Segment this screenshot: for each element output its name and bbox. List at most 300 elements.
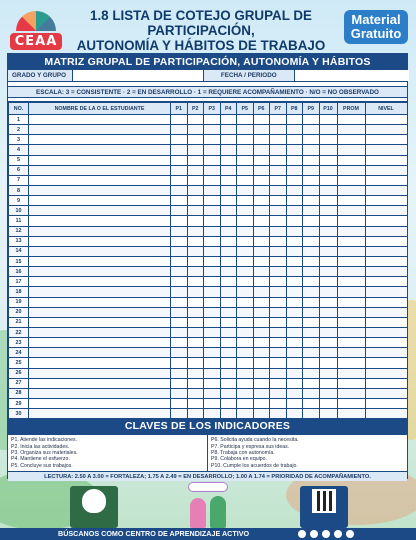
grid-cell[interactable] bbox=[171, 175, 188, 185]
grid-cell[interactable] bbox=[303, 368, 320, 378]
grid-cell[interactable] bbox=[29, 216, 171, 226]
grid-cell[interactable] bbox=[237, 135, 254, 145]
grid-cell[interactable] bbox=[253, 185, 270, 195]
grid-cell[interactable] bbox=[253, 125, 270, 135]
grid-cell[interactable] bbox=[220, 378, 237, 388]
grid-cell[interactable] bbox=[253, 378, 270, 388]
grid-cell[interactable] bbox=[220, 317, 237, 327]
grid-cell[interactable] bbox=[187, 135, 204, 145]
grid-cell[interactable] bbox=[204, 307, 221, 317]
grid-cell[interactable] bbox=[253, 368, 270, 378]
grid-cell[interactable] bbox=[220, 115, 237, 125]
grid-cell[interactable] bbox=[220, 125, 237, 135]
grid-cell[interactable] bbox=[337, 206, 365, 216]
grid-cell[interactable] bbox=[253, 297, 270, 307]
grid-cell[interactable] bbox=[187, 246, 204, 256]
grid-cell[interactable] bbox=[204, 135, 221, 145]
grid-cell[interactable] bbox=[171, 216, 188, 226]
grid-cell[interactable] bbox=[337, 348, 365, 358]
grid-cell[interactable] bbox=[237, 368, 254, 378]
grid-cell[interactable] bbox=[303, 338, 320, 348]
grid-cell[interactable] bbox=[319, 368, 337, 378]
grid-cell[interactable] bbox=[237, 115, 254, 125]
grid-cell[interactable] bbox=[220, 185, 237, 195]
grid-cell[interactable] bbox=[171, 226, 188, 236]
grid-cell[interactable] bbox=[365, 256, 407, 266]
grid-cell[interactable] bbox=[303, 409, 320, 419]
grid-cell[interactable] bbox=[237, 145, 254, 155]
grid-cell[interactable] bbox=[171, 317, 188, 327]
grid-cell[interactable] bbox=[237, 398, 254, 408]
grid-cell[interactable] bbox=[220, 196, 237, 206]
grid-cell[interactable] bbox=[204, 358, 221, 368]
grid-cell[interactable] bbox=[187, 388, 204, 398]
grid-cell[interactable] bbox=[303, 185, 320, 195]
grid-cell[interactable] bbox=[253, 135, 270, 145]
grid-cell[interactable] bbox=[365, 175, 407, 185]
grid-cell[interactable] bbox=[29, 297, 171, 307]
grid-cell[interactable] bbox=[286, 196, 303, 206]
grid-cell[interactable] bbox=[220, 327, 237, 337]
grid-cell[interactable] bbox=[337, 165, 365, 175]
grid-cell[interactable] bbox=[337, 256, 365, 266]
grid-cell[interactable] bbox=[303, 145, 320, 155]
grid-cell[interactable] bbox=[286, 206, 303, 216]
grid-cell[interactable] bbox=[171, 236, 188, 246]
grid-cell[interactable] bbox=[253, 277, 270, 287]
grid-cell[interactable] bbox=[286, 256, 303, 266]
grid-cell[interactable] bbox=[319, 165, 337, 175]
qr-code-right[interactable] bbox=[300, 486, 348, 528]
grid-cell[interactable] bbox=[29, 185, 171, 195]
grid-cell[interactable] bbox=[365, 216, 407, 226]
grid-cell[interactable] bbox=[187, 348, 204, 358]
grid-cell[interactable] bbox=[303, 348, 320, 358]
grid-cell[interactable] bbox=[237, 246, 254, 256]
grid-cell[interactable] bbox=[337, 216, 365, 226]
grid-cell[interactable] bbox=[286, 287, 303, 297]
grid-cell[interactable] bbox=[253, 216, 270, 226]
grid-cell[interactable] bbox=[337, 155, 365, 165]
grid-cell[interactable] bbox=[365, 267, 407, 277]
grid-cell[interactable] bbox=[187, 125, 204, 135]
grid-cell[interactable] bbox=[204, 155, 221, 165]
grid-cell[interactable] bbox=[204, 185, 221, 195]
grid-cell[interactable] bbox=[29, 277, 171, 287]
grid-cell[interactable] bbox=[204, 338, 221, 348]
grid-cell[interactable] bbox=[29, 348, 171, 358]
grid-cell[interactable] bbox=[220, 135, 237, 145]
grid-cell[interactable] bbox=[303, 216, 320, 226]
grid-cell[interactable] bbox=[365, 348, 407, 358]
grid-cell[interactable] bbox=[29, 338, 171, 348]
grid-cell[interactable] bbox=[204, 226, 221, 236]
grid-cell[interactable] bbox=[187, 165, 204, 175]
grid-cell[interactable] bbox=[365, 155, 407, 165]
grid-cell[interactable] bbox=[187, 196, 204, 206]
grid-cell[interactable] bbox=[237, 256, 254, 266]
grid-cell[interactable] bbox=[204, 115, 221, 125]
grid-cell[interactable] bbox=[237, 409, 254, 419]
grid-cell[interactable] bbox=[365, 307, 407, 317]
grid-cell[interactable] bbox=[237, 226, 254, 236]
grid-cell[interactable] bbox=[187, 185, 204, 195]
grid-cell[interactable] bbox=[337, 398, 365, 408]
grid-cell[interactable] bbox=[204, 216, 221, 226]
grid-cell[interactable] bbox=[270, 175, 287, 185]
grid-cell[interactable] bbox=[270, 398, 287, 408]
grid-cell[interactable] bbox=[253, 256, 270, 266]
grid-cell[interactable] bbox=[337, 287, 365, 297]
grid-cell[interactable] bbox=[237, 307, 254, 317]
grid-cell[interactable] bbox=[187, 338, 204, 348]
grid-cell[interactable] bbox=[204, 348, 221, 358]
grid-cell[interactable] bbox=[29, 398, 171, 408]
grid-cell[interactable] bbox=[237, 216, 254, 226]
grid-cell[interactable] bbox=[237, 388, 254, 398]
grid-cell[interactable] bbox=[204, 196, 221, 206]
grid-cell[interactable] bbox=[220, 348, 237, 358]
grid-cell[interactable] bbox=[270, 115, 287, 125]
grid-cell[interactable] bbox=[220, 216, 237, 226]
grid-cell[interactable] bbox=[337, 388, 365, 398]
grid-cell[interactable] bbox=[303, 206, 320, 216]
grid-cell[interactable] bbox=[220, 287, 237, 297]
grid-cell[interactable] bbox=[319, 206, 337, 216]
grid-cell[interactable] bbox=[337, 327, 365, 337]
grid-cell[interactable] bbox=[303, 115, 320, 125]
grid-cell[interactable] bbox=[171, 368, 188, 378]
grid-cell[interactable] bbox=[270, 267, 287, 277]
grid-cell[interactable] bbox=[204, 398, 221, 408]
grid-cell[interactable] bbox=[286, 338, 303, 348]
grid-cell[interactable] bbox=[286, 175, 303, 185]
grid-cell[interactable] bbox=[187, 115, 204, 125]
grid-cell[interactable] bbox=[253, 155, 270, 165]
grid-cell[interactable] bbox=[187, 398, 204, 408]
grid-cell[interactable] bbox=[253, 388, 270, 398]
qr-code-left[interactable] bbox=[70, 486, 118, 528]
grid-cell[interactable] bbox=[253, 287, 270, 297]
grid-cell[interactable] bbox=[319, 226, 337, 236]
grid-cell[interactable] bbox=[286, 165, 303, 175]
grid-cell[interactable] bbox=[237, 165, 254, 175]
grid-cell[interactable] bbox=[253, 145, 270, 155]
grid-cell[interactable] bbox=[204, 317, 221, 327]
grid-cell[interactable] bbox=[253, 398, 270, 408]
date-input[interactable] bbox=[294, 70, 409, 81]
grid-cell[interactable] bbox=[270, 185, 287, 195]
grid-cell[interactable] bbox=[270, 348, 287, 358]
grid-cell[interactable] bbox=[237, 277, 254, 287]
grid-cell[interactable] bbox=[365, 185, 407, 195]
grid-cell[interactable] bbox=[337, 317, 365, 327]
grid-cell[interactable] bbox=[286, 297, 303, 307]
grid-cell[interactable] bbox=[171, 196, 188, 206]
grid-cell[interactable] bbox=[270, 196, 287, 206]
grid-cell[interactable] bbox=[270, 327, 287, 337]
grid-cell[interactable] bbox=[365, 196, 407, 206]
grid-cell[interactable] bbox=[319, 175, 337, 185]
grid-cell[interactable] bbox=[253, 206, 270, 216]
facebook-icon[interactable] bbox=[322, 530, 330, 538]
youtube-icon[interactable] bbox=[298, 530, 306, 538]
grid-cell[interactable] bbox=[365, 165, 407, 175]
grid-cell[interactable] bbox=[270, 338, 287, 348]
grid-cell[interactable] bbox=[337, 358, 365, 368]
grid-cell[interactable] bbox=[187, 155, 204, 165]
group-input[interactable] bbox=[72, 70, 203, 81]
grid-cell[interactable] bbox=[220, 155, 237, 165]
grid-cell[interactable] bbox=[365, 206, 407, 216]
instagram-icon[interactable] bbox=[310, 530, 318, 538]
grid-cell[interactable] bbox=[303, 125, 320, 135]
grid-cell[interactable] bbox=[270, 388, 287, 398]
grid-cell[interactable] bbox=[270, 206, 287, 216]
grid-cell[interactable] bbox=[270, 256, 287, 266]
grid-cell[interactable] bbox=[286, 358, 303, 368]
grid-cell[interactable] bbox=[365, 378, 407, 388]
grid-cell[interactable] bbox=[237, 338, 254, 348]
grid-cell[interactable] bbox=[220, 267, 237, 277]
grid-cell[interactable] bbox=[365, 398, 407, 408]
grid-cell[interactable] bbox=[29, 287, 171, 297]
grid-cell[interactable] bbox=[319, 115, 337, 125]
grid-cell[interactable] bbox=[187, 307, 204, 317]
grid-cell[interactable] bbox=[237, 348, 254, 358]
grid-cell[interactable] bbox=[286, 267, 303, 277]
grid-cell[interactable] bbox=[319, 398, 337, 408]
grid-cell[interactable] bbox=[337, 297, 365, 307]
grid-cell[interactable] bbox=[171, 135, 188, 145]
grid-cell[interactable] bbox=[171, 206, 188, 216]
grid-cell[interactable] bbox=[204, 267, 221, 277]
grid-cell[interactable] bbox=[270, 277, 287, 287]
grid-cell[interactable] bbox=[237, 287, 254, 297]
grid-cell[interactable] bbox=[253, 327, 270, 337]
grid-cell[interactable] bbox=[303, 277, 320, 287]
grid-cell[interactable] bbox=[270, 236, 287, 246]
grid-cell[interactable] bbox=[187, 267, 204, 277]
grid-cell[interactable] bbox=[29, 358, 171, 368]
grid-cell[interactable] bbox=[29, 409, 171, 419]
grid-cell[interactable] bbox=[220, 388, 237, 398]
grid-cell[interactable] bbox=[171, 297, 188, 307]
grid-cell[interactable] bbox=[220, 358, 237, 368]
grid-cell[interactable] bbox=[187, 226, 204, 236]
grid-cell[interactable] bbox=[29, 388, 171, 398]
grid-cell[interactable] bbox=[171, 246, 188, 256]
grid-cell[interactable] bbox=[237, 378, 254, 388]
grid-cell[interactable] bbox=[303, 388, 320, 398]
grid-cell[interactable] bbox=[337, 135, 365, 145]
grid-cell[interactable] bbox=[204, 125, 221, 135]
grid-cell[interactable] bbox=[286, 409, 303, 419]
grid-cell[interactable] bbox=[220, 297, 237, 307]
grid-cell[interactable] bbox=[303, 317, 320, 327]
grid-cell[interactable] bbox=[365, 236, 407, 246]
grid-cell[interactable] bbox=[303, 236, 320, 246]
grid-cell[interactable] bbox=[29, 165, 171, 175]
grid-cell[interactable] bbox=[365, 358, 407, 368]
grid-cell[interactable] bbox=[303, 358, 320, 368]
grid-cell[interactable] bbox=[319, 287, 337, 297]
grid-cell[interactable] bbox=[253, 165, 270, 175]
grid-cell[interactable] bbox=[204, 206, 221, 216]
grid-cell[interactable] bbox=[171, 307, 188, 317]
grid-cell[interactable] bbox=[204, 246, 221, 256]
grid-cell[interactable] bbox=[337, 196, 365, 206]
grid-cell[interactable] bbox=[286, 185, 303, 195]
grid-cell[interactable] bbox=[337, 246, 365, 256]
grid-cell[interactable] bbox=[171, 378, 188, 388]
grid-cell[interactable] bbox=[204, 145, 221, 155]
grid-cell[interactable] bbox=[29, 317, 171, 327]
grid-cell[interactable] bbox=[171, 348, 188, 358]
grid-cell[interactable] bbox=[270, 358, 287, 368]
grid-cell[interactable] bbox=[319, 145, 337, 155]
grid-cell[interactable] bbox=[220, 256, 237, 266]
grid-cell[interactable] bbox=[337, 368, 365, 378]
grid-cell[interactable] bbox=[319, 246, 337, 256]
grid-cell[interactable] bbox=[171, 165, 188, 175]
grid-cell[interactable] bbox=[187, 175, 204, 185]
grid-cell[interactable] bbox=[29, 206, 171, 216]
grid-cell[interactable] bbox=[286, 155, 303, 165]
grid-cell[interactable] bbox=[237, 358, 254, 368]
grid-cell[interactable] bbox=[286, 115, 303, 125]
grid-cell[interactable] bbox=[171, 358, 188, 368]
grid-cell[interactable] bbox=[29, 226, 171, 236]
grid-cell[interactable] bbox=[187, 277, 204, 287]
grid-cell[interactable] bbox=[270, 246, 287, 256]
grid-cell[interactable] bbox=[171, 145, 188, 155]
grid-cell[interactable] bbox=[319, 307, 337, 317]
grid-cell[interactable] bbox=[171, 338, 188, 348]
grid-cell[interactable] bbox=[319, 327, 337, 337]
grid-cell[interactable] bbox=[171, 398, 188, 408]
grid-cell[interactable] bbox=[286, 226, 303, 236]
grid-cell[interactable] bbox=[319, 196, 337, 206]
grid-cell[interactable] bbox=[303, 327, 320, 337]
grid-cell[interactable] bbox=[319, 317, 337, 327]
grid-cell[interactable] bbox=[29, 368, 171, 378]
grid-cell[interactable] bbox=[204, 236, 221, 246]
grid-cell[interactable] bbox=[220, 409, 237, 419]
grid-cell[interactable] bbox=[187, 409, 204, 419]
grid-cell[interactable] bbox=[187, 317, 204, 327]
grid-cell[interactable] bbox=[286, 368, 303, 378]
grid-cell[interactable] bbox=[29, 135, 171, 145]
grid-cell[interactable] bbox=[337, 145, 365, 155]
grid-cell[interactable] bbox=[270, 368, 287, 378]
grid-cell[interactable] bbox=[286, 246, 303, 256]
grid-cell[interactable] bbox=[237, 155, 254, 165]
grid-cell[interactable] bbox=[337, 378, 365, 388]
grid-cell[interactable] bbox=[270, 287, 287, 297]
grid-cell[interactable] bbox=[253, 196, 270, 206]
grid-cell[interactable] bbox=[303, 256, 320, 266]
grid-cell[interactable] bbox=[220, 206, 237, 216]
grid-cell[interactable] bbox=[29, 115, 171, 125]
grid-cell[interactable] bbox=[204, 378, 221, 388]
grid-cell[interactable] bbox=[253, 409, 270, 419]
grid-cell[interactable] bbox=[171, 256, 188, 266]
grid-cell[interactable] bbox=[237, 267, 254, 277]
grid-cell[interactable] bbox=[171, 185, 188, 195]
grid-cell[interactable] bbox=[286, 307, 303, 317]
grid-cell[interactable] bbox=[29, 125, 171, 135]
grid-cell[interactable] bbox=[187, 358, 204, 368]
grid-cell[interactable] bbox=[253, 338, 270, 348]
grid-cell[interactable] bbox=[204, 287, 221, 297]
grid-cell[interactable] bbox=[237, 236, 254, 246]
grid-cell[interactable] bbox=[365, 277, 407, 287]
grid-cell[interactable] bbox=[204, 256, 221, 266]
grid-cell[interactable] bbox=[253, 348, 270, 358]
grid-cell[interactable] bbox=[253, 246, 270, 256]
grid-cell[interactable] bbox=[237, 125, 254, 135]
grid-cell[interactable] bbox=[337, 267, 365, 277]
grid-cell[interactable] bbox=[187, 145, 204, 155]
grid-cell[interactable] bbox=[29, 246, 171, 256]
grid-cell[interactable] bbox=[270, 165, 287, 175]
grid-cell[interactable] bbox=[187, 368, 204, 378]
grid-cell[interactable] bbox=[319, 236, 337, 246]
grid-cell[interactable] bbox=[319, 297, 337, 307]
grid-cell[interactable] bbox=[220, 338, 237, 348]
grid-cell[interactable] bbox=[171, 388, 188, 398]
grid-cell[interactable] bbox=[286, 398, 303, 408]
grid-cell[interactable] bbox=[220, 246, 237, 256]
grid-cell[interactable] bbox=[337, 409, 365, 419]
grid-cell[interactable] bbox=[253, 226, 270, 236]
grid-cell[interactable] bbox=[319, 155, 337, 165]
grid-cell[interactable] bbox=[286, 125, 303, 135]
grid-cell[interactable] bbox=[237, 185, 254, 195]
grid-cell[interactable] bbox=[171, 267, 188, 277]
grid-cell[interactable] bbox=[319, 338, 337, 348]
grid-cell[interactable] bbox=[29, 196, 171, 206]
grid-cell[interactable] bbox=[303, 297, 320, 307]
grid-cell[interactable] bbox=[204, 388, 221, 398]
grid-cell[interactable] bbox=[187, 206, 204, 216]
grid-cell[interactable] bbox=[253, 307, 270, 317]
grid-cell[interactable] bbox=[337, 115, 365, 125]
grid-cell[interactable] bbox=[187, 236, 204, 246]
grid-cell[interactable] bbox=[365, 327, 407, 337]
grid-cell[interactable] bbox=[204, 165, 221, 175]
grid-cell[interactable] bbox=[303, 246, 320, 256]
grid-cell[interactable] bbox=[286, 135, 303, 145]
grid-cell[interactable] bbox=[29, 378, 171, 388]
grid-cell[interactable] bbox=[270, 135, 287, 145]
grid-cell[interactable] bbox=[286, 216, 303, 226]
grid-cell[interactable] bbox=[286, 236, 303, 246]
grid-cell[interactable] bbox=[365, 368, 407, 378]
grid-cell[interactable] bbox=[220, 145, 237, 155]
grid-cell[interactable] bbox=[204, 175, 221, 185]
grid-cell[interactable] bbox=[29, 327, 171, 337]
grid-cell[interactable] bbox=[337, 338, 365, 348]
grid-cell[interactable] bbox=[220, 175, 237, 185]
grid-cell[interactable] bbox=[365, 317, 407, 327]
grid-cell[interactable] bbox=[204, 368, 221, 378]
grid-cell[interactable] bbox=[303, 267, 320, 277]
grid-cell[interactable] bbox=[303, 135, 320, 145]
grid-cell[interactable] bbox=[237, 206, 254, 216]
grid-cell[interactable] bbox=[270, 125, 287, 135]
